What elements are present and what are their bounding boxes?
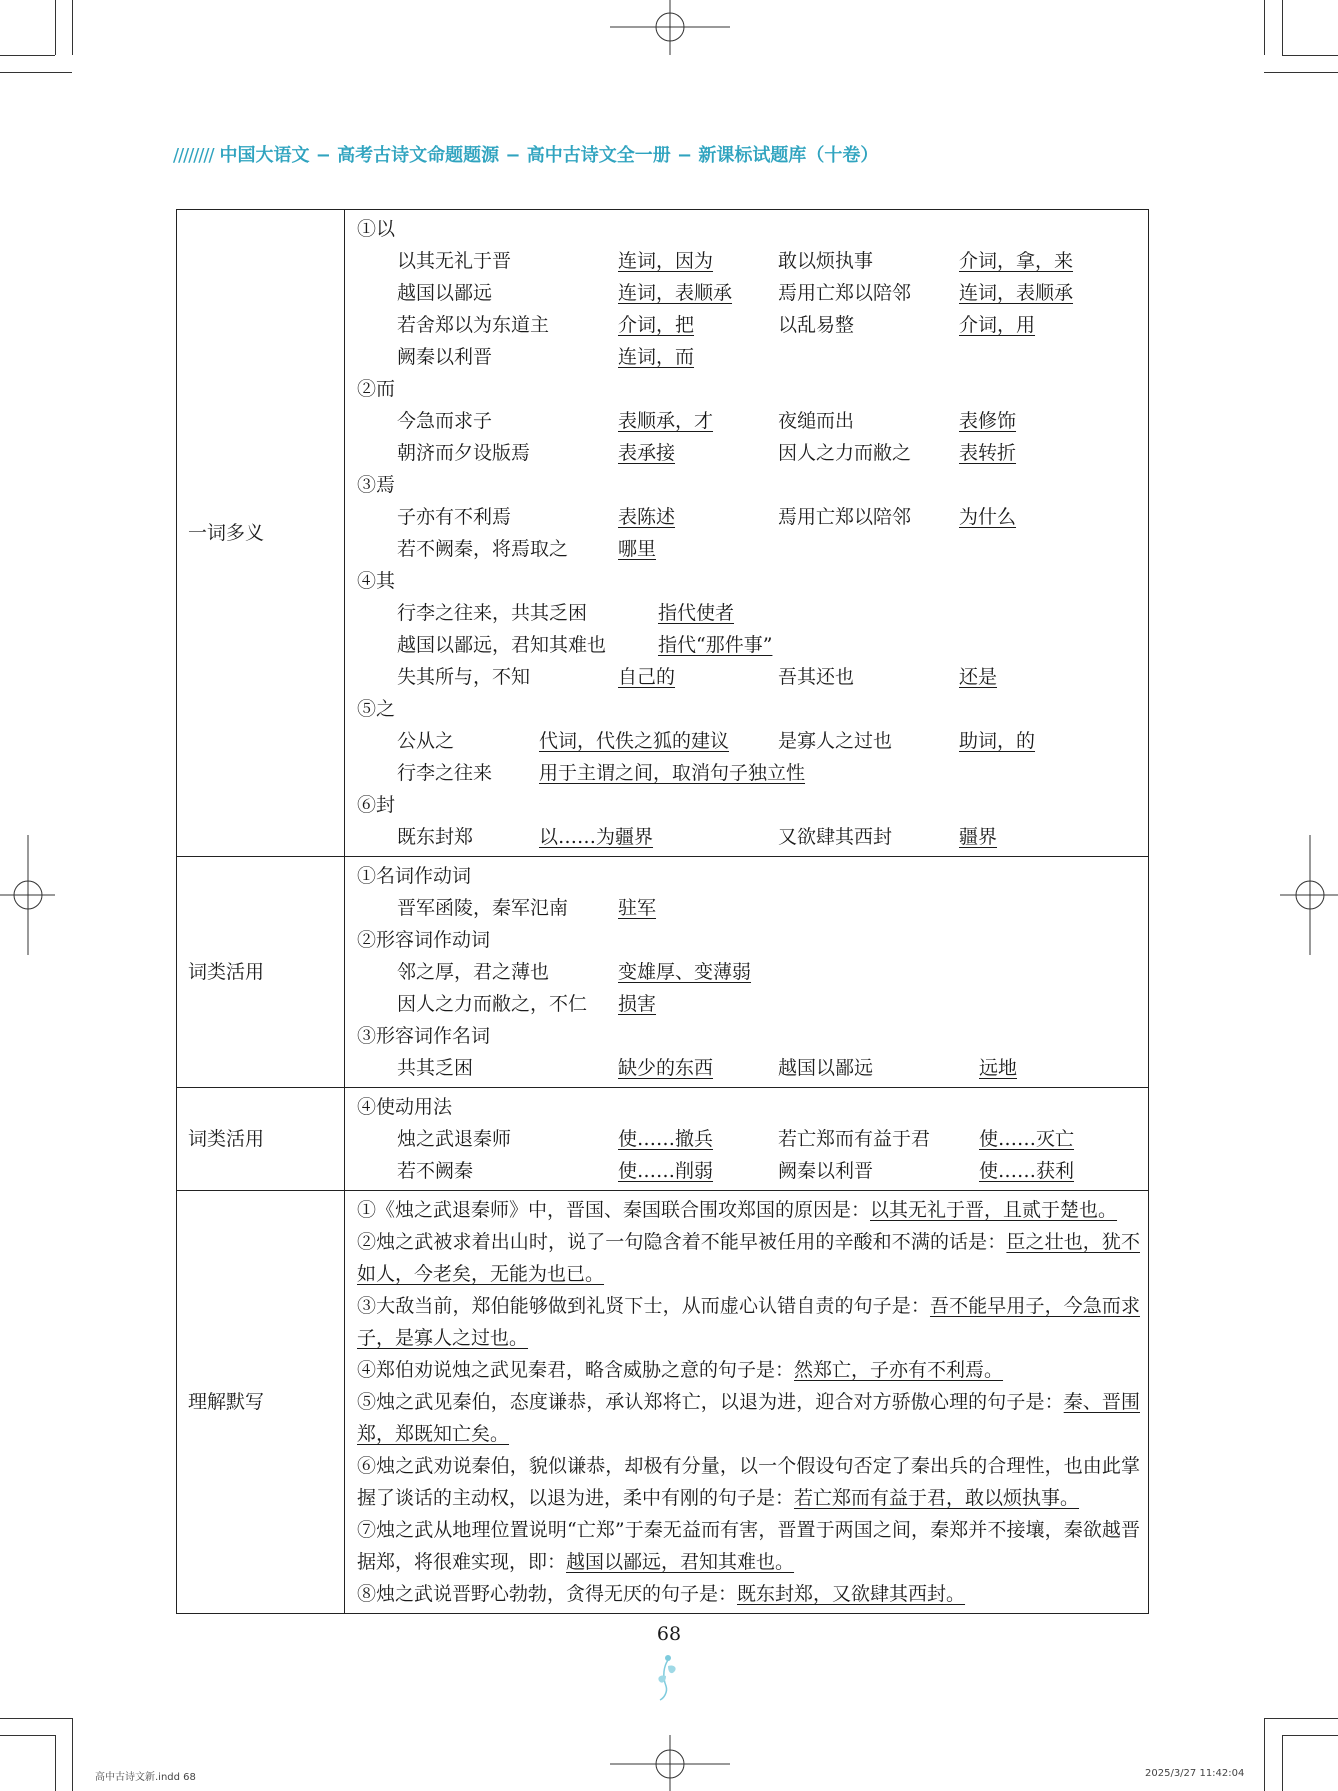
answer-text: 连词，因为: [618, 250, 714, 272]
group-head: ②而: [357, 378, 396, 400]
example-text: 晋军函陵，秦军氾南: [397, 897, 569, 919]
answer-text: 代词，代佚之狐的建议: [539, 730, 730, 752]
footer-file: 高中古诗文新.indd 68: [95, 1772, 196, 1783]
dictation-answer: 若亡郑而有益于君，敢以烦执事。: [794, 1487, 1080, 1509]
example-text: 越国以鄙远: [778, 1057, 874, 1079]
dictation-question: ②烛之武被求着出山时，说了一句隐含着不能早被任用的辛酸和不满的话是：: [357, 1231, 1007, 1253]
example-row: [357, 597, 1140, 629]
group-head: ①以: [357, 218, 396, 240]
registration-mark-bottom: [610, 1735, 730, 1791]
dictation-item: [357, 1354, 1140, 1386]
dictation-item: [357, 1386, 1140, 1450]
answer-text: 远地: [979, 1057, 1018, 1079]
dictation-item: [357, 1194, 1140, 1226]
example-row: [357, 821, 1140, 853]
example-text: 行李之往来: [397, 762, 493, 784]
answer-text: 为什么: [959, 506, 1017, 528]
section-label: 一词多义: [177, 210, 345, 857]
dictation-question: ⑥烛之武劝说秦伯，貌似谦恭，却极有分量，以一个假设句否定了秦出兵的合理性，也由此掌握了谈话的主动权，以退为进，柔中有刚的句子是：: [357, 1455, 1140, 1509]
answer-text: 使……撤兵: [618, 1128, 714, 1150]
answer-text: 疆界: [959, 826, 998, 848]
example-text: 因人之力而敝之，不仁: [397, 993, 588, 1015]
example-row: [357, 956, 1140, 988]
registration-mark-right: [1280, 835, 1338, 955]
example-text: 公从之: [397, 730, 455, 752]
group-head: ②形容词作动词: [357, 929, 491, 951]
running-header: [173, 141, 878, 167]
example-text: 夜缒而出: [778, 410, 855, 432]
dictation-question: ④郑伯劝说烛之武见秦君，略含威胁之意的句子是：: [357, 1359, 795, 1381]
example-row: [357, 1052, 1140, 1084]
dictation-answer: 然郑亡，子亦有不利焉。: [794, 1359, 1004, 1381]
answer-text: 连词，表顺承: [618, 282, 733, 304]
answer-text: 哪里: [618, 538, 657, 560]
dictation-item: [357, 1578, 1140, 1610]
example-row: [357, 757, 1140, 789]
example-text: 敢以烦执事: [778, 250, 874, 272]
group-head: ④其: [357, 570, 396, 592]
example-text: 若亡郑而有益于君: [778, 1128, 931, 1150]
example-text: 焉用亡郑以陪邻: [778, 282, 912, 304]
group-head: ⑤之: [357, 698, 396, 720]
example-text: 若舍郑以为东道主: [397, 314, 550, 336]
registration-mark-top: [610, 0, 730, 60]
group-head: ⑥封: [357, 794, 396, 816]
dictation-answer: 臣之壮也，犹不如人，今老矣，无能为也已。: [357, 1231, 1140, 1285]
answer-text: 介词，拿，来: [959, 250, 1074, 272]
answer-text: 使……灭亡: [979, 1128, 1075, 1150]
example-text: 子亦有不利焉: [397, 506, 512, 528]
example-text: 吾其还也: [778, 666, 855, 688]
example-text: 越国以鄙远: [397, 282, 493, 304]
example-text: 邻之厚，君之薄也: [397, 961, 550, 983]
registration-mark-left: [0, 835, 60, 955]
example-text: 因人之力而敝之: [778, 442, 912, 464]
answer-text: 助词，的: [959, 730, 1036, 752]
example-text: 以其无礼于晋: [397, 250, 512, 272]
example-row: [357, 341, 1140, 373]
example-row: [357, 725, 1140, 757]
dictation-answer: 既东封郑，又欲肆其西封。: [737, 1583, 966, 1605]
dictation-question: ⑦烛之武从地理位置说明“亡郑”于秦无益而有害，晋置于两国之间，秦郑并不接壤，秦欲越晋据郑，将很难实现，即：: [357, 1519, 1140, 1573]
example-row: [357, 629, 1140, 661]
dictation-item: [357, 1226, 1140, 1290]
dictation-question: ①《烛之武退秦师》中，晋国、秦国联合围攻郑国的原因是：: [357, 1199, 871, 1221]
answer-text: 连词，表顺承: [959, 282, 1074, 304]
example-text: 共其乏困: [397, 1057, 474, 1079]
answer-text: 介词，用: [959, 314, 1036, 336]
example-row: [357, 405, 1140, 437]
dictation-answer: 以其无礼于晋，且贰于楚也。: [870, 1199, 1118, 1221]
answer-text: 表陈述: [618, 506, 676, 528]
answer-text: 损害: [618, 993, 657, 1015]
dictation-question: ⑧烛之武说晋野心勃勃，贪得无厌的句子是：: [357, 1583, 738, 1605]
answer-text: 缺少的东西: [618, 1057, 714, 1079]
header-slashes: ////////: [173, 145, 214, 166]
section-word-class-2: [177, 1088, 1149, 1191]
dictation-answer: 吾不能早用子，今急而求子，是寡人之过也。: [357, 1295, 1140, 1349]
knowledge-table: [176, 209, 1149, 1614]
example-text: 若不阙秦，将焉取之: [397, 538, 569, 560]
section-polysemy: [177, 210, 1149, 857]
example-text: 今急而求子: [397, 410, 493, 432]
answer-text: 介词，把: [618, 314, 695, 336]
example-row: [357, 277, 1140, 309]
dictation-item: [357, 1450, 1140, 1514]
answer-text: 自己的: [618, 666, 676, 688]
answer-text: 连词，而: [618, 346, 695, 368]
example-row: [357, 892, 1140, 924]
example-text: 以乱易整: [778, 314, 855, 336]
flower-icon: [648, 1652, 688, 1702]
answer-text: 指代“那件事”: [658, 634, 773, 656]
dictation-answer: 越国以鄙远，君知其难也。: [566, 1551, 795, 1573]
answer-text: 表修饰: [959, 410, 1017, 432]
section-word-class-1: [177, 857, 1149, 1088]
answer-text: 驻军: [618, 897, 657, 919]
page-number: 68: [656, 1623, 682, 1645]
example-text: 阙秦以利晋: [778, 1160, 874, 1182]
example-text: 若不阙秦: [397, 1160, 474, 1182]
group-head: ③形容词作名词: [357, 1025, 491, 1047]
footer-timestamp: 2025/3/27 11:42:04: [1145, 1768, 1245, 1779]
example-text: 行李之往来，共其乏困: [397, 602, 588, 624]
header-title: 中国大语文 − 高考古诗文命题题源 − 高中古诗文全一册 − 新课标试题库（十卷）: [219, 145, 879, 166]
answer-text: 使……削弱: [618, 1160, 714, 1182]
example-text: 失其所与，不知: [397, 666, 531, 688]
example-row: [357, 309, 1140, 341]
group-head: ④使动用法: [357, 1096, 453, 1118]
dictation-question: ⑤烛之武见秦伯，态度谦恭，承认郑将亡，以退为进，迎合对方骄傲心理的句子是：: [357, 1391, 1064, 1413]
section-label: 词类活用: [177, 857, 345, 1088]
answer-text: 表转折: [959, 442, 1017, 464]
example-row: [357, 661, 1140, 693]
answer-text: 表承接: [618, 442, 676, 464]
example-text: 又欲肆其西封: [778, 826, 893, 848]
example-row: [357, 245, 1140, 277]
example-text: 阙秦以利晋: [397, 346, 493, 368]
example-text: 是寡人之过也: [778, 730, 893, 752]
example-text: 越国以鄙远，君知其难也: [397, 634, 607, 656]
example-row: [357, 437, 1140, 469]
dictation-item: [357, 1290, 1140, 1354]
dictation-item: [357, 1514, 1140, 1578]
answer-text: 以……为疆界: [539, 826, 654, 848]
section-label: 理解默写: [177, 1191, 345, 1614]
example-text: 焉用亡郑以陪邻: [778, 506, 912, 528]
section-dictation: [177, 1191, 1149, 1614]
answer-text: 使……获利: [979, 1160, 1075, 1182]
group-head: ①名词作动词: [357, 865, 472, 887]
answer-text: 表顺承，才: [618, 410, 714, 432]
example-row: [357, 501, 1140, 533]
section-label: 词类活用: [177, 1088, 345, 1191]
dictation-question: ③大敌当前，郑伯能够做到礼贤下士，从而虚心认错自责的句子是：: [357, 1295, 930, 1317]
example-row: [357, 533, 1140, 565]
answer-text: 指代使者: [658, 602, 735, 624]
example-row: [357, 988, 1140, 1020]
dictation-answer: 秦、晋围郑，郑既知亡矣。: [357, 1391, 1140, 1445]
example-row: [357, 1155, 1140, 1187]
example-text: 朝济而夕设版焉: [397, 442, 531, 464]
answer-text: 还是: [959, 666, 998, 688]
example-row: [357, 1123, 1140, 1155]
example-text: 既东封郑: [397, 826, 474, 848]
answer-text: 用于主谓之间，取消句子独立性: [539, 762, 806, 784]
answer-text: 变雄厚、变薄弱: [618, 961, 752, 983]
example-text: 烛之武退秦师: [397, 1128, 512, 1150]
group-head: ③焉: [357, 474, 396, 496]
